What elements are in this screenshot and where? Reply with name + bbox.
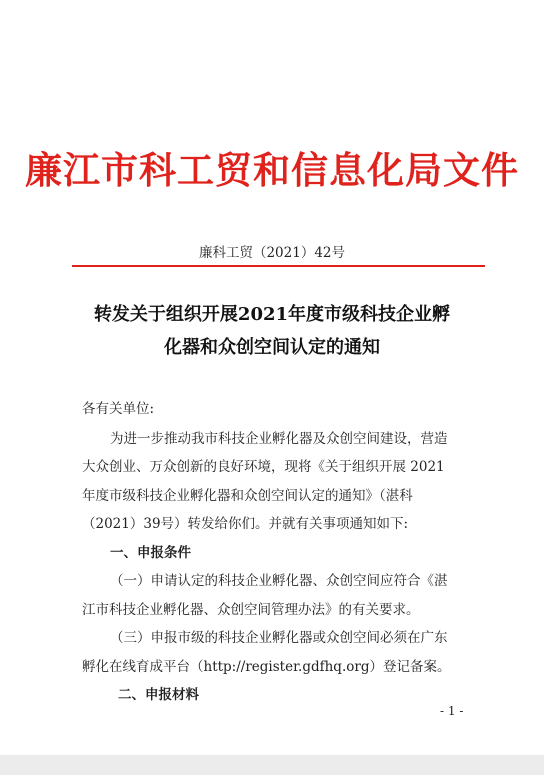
condition-item-1-line: （一）申请认定的科技企业孵化器、众创空间应符合《湛 xyxy=(110,573,448,589)
page-bottom-margin xyxy=(0,755,544,775)
salutation: 各有关单位: xyxy=(82,401,155,417)
page-number: - 1 - xyxy=(440,704,464,718)
condition-item-3-line: 孵化在线育成平台（http://register.gdfhq.org）登记备案。 xyxy=(82,659,451,675)
notice-title-line-1: 转发关于组织开展2021年度市级科技企业孵 xyxy=(93,304,451,325)
condition-item-3-line: （三）申报市级的科技企业孵化器或众创空间必须在广东 xyxy=(110,630,448,646)
section-heading-materials: 二、申报材料 xyxy=(118,687,199,703)
intro-line: 为进一步推动我市科技企业孵化器及众创空间建设，营造 xyxy=(110,431,448,447)
intro-line: 年度市级科技企业孵化器和众创空间认定的通知》（湛科 xyxy=(82,488,413,504)
condition-item-1-line: 江市科技企业孵化器、众创空间管理办法》的有关要求。 xyxy=(82,602,420,618)
intro-line: （2021）39号）转发给你们。并就有关事项通知如下: xyxy=(82,516,409,532)
notice-title-line-2: 化器和众创空间认定的通知 xyxy=(164,337,380,358)
header-red-rule xyxy=(72,265,485,267)
org-header-title: 廉江市科工贸和信息化局文件 xyxy=(25,148,519,192)
section-heading-conditions: 一、申报条件 xyxy=(110,545,191,561)
document-number: 廉科工贸（2021）42号 xyxy=(198,245,346,261)
intro-line: 大众创业、万众创新的良好环境，现将《关于组织开展 2021 xyxy=(82,459,445,475)
